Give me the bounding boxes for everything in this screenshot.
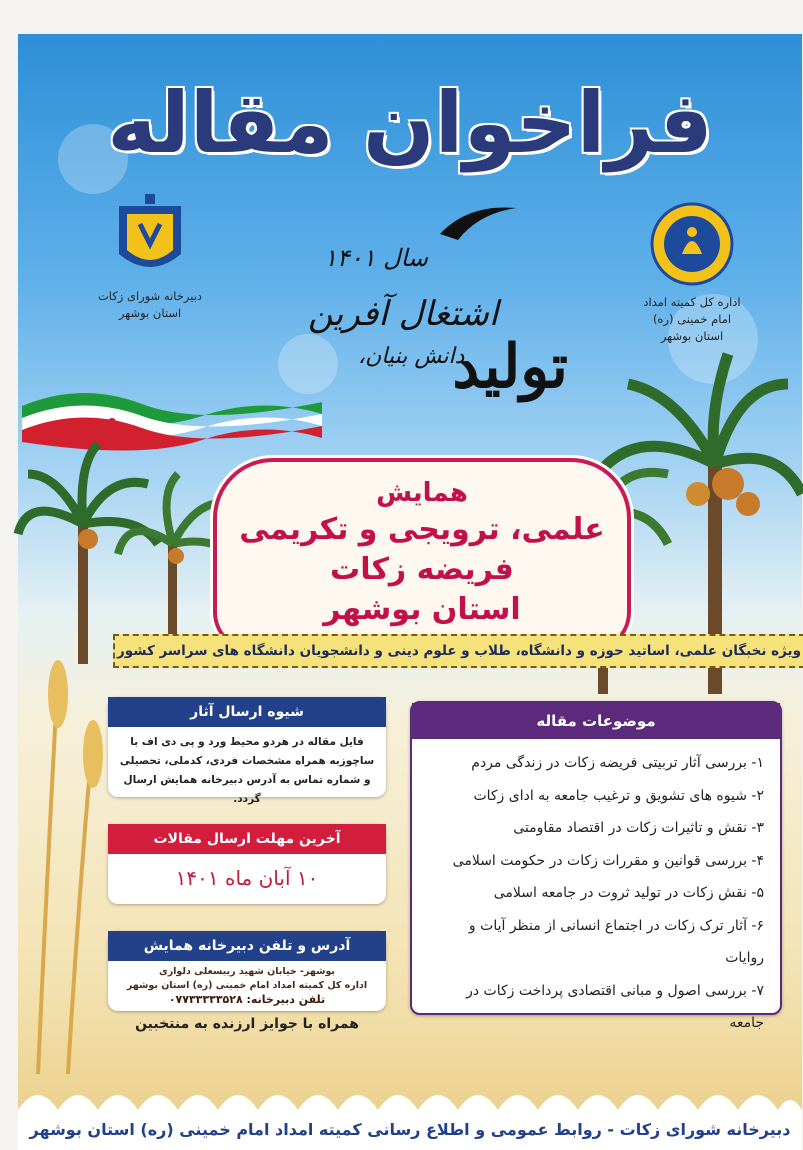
submission-method-box xyxy=(108,697,386,805)
topic-item: ۷- بررسی اصول و مبانی اقتصادی پرداخت زکات در جامعه xyxy=(466,982,764,1031)
audience-strip: ویژه نخبگان علمی، اساتید حوزه و دانشگاه، طلاب و علوم دینی و دانشجویان دانشگاه های سراسر کشور xyxy=(113,634,803,668)
footer-scallop xyxy=(18,1080,802,1110)
submission-method-header: شیوه ارسال آثار xyxy=(108,697,386,727)
slogan-year: سال ۱۴۰۱ xyxy=(323,244,428,272)
slogan-line-a: اشتغال آفرین xyxy=(308,294,499,334)
logo-right-line1: اداره کل کمیته امداد xyxy=(643,295,741,309)
topic-item: ۶- آثار ترک زکات در اجتماع انسانی از منظر آیات و روایات xyxy=(468,917,764,966)
year-slogan xyxy=(288,204,578,434)
zakat-council-logo xyxy=(80,194,220,322)
topics-box xyxy=(410,701,782,1031)
relief-emblem-icon xyxy=(650,202,734,286)
slogan-main: تولید xyxy=(452,332,568,402)
topic-item: ۳- نقش و تاثیرات زکات در اقتصاد مقاومتی xyxy=(513,820,764,836)
topic-item: ۵- نقش زکات در تولید ثروت در جامعه اسلامی xyxy=(493,885,764,901)
conference-line3: فریضه زکات xyxy=(330,552,514,587)
contact-address-line1: بوشهر- خیابان شهید رییسعلی دلواری xyxy=(159,966,335,977)
poster-title: فراخوان مقاله xyxy=(107,74,713,172)
topic-item: ۴- بررسی قوانین و مقررات زکات در حکومت اسلامی xyxy=(452,852,764,869)
topics-header: موضوعات مقاله xyxy=(412,703,780,739)
contact-address-line2: اداره کل کمیته امداد امام خمینی (ره) استان بوشهر xyxy=(126,980,368,991)
slogan-line-b: دانش بنیان، xyxy=(358,344,465,369)
deadline-box xyxy=(108,824,386,904)
wheat-left xyxy=(18,654,108,1074)
logo-left-line1: دبیرخانه شورای زکات xyxy=(97,289,203,303)
submission-method-body: فایل مقاله در هردو محیط ورد و پی دی اف با ساچوزبه همراه مشخصات فردی، کدملی، تحصیلی و شماره تماس به آدرس دبیرخانه همایش ارسال گردد. xyxy=(119,736,375,805)
contact-box xyxy=(108,931,386,1011)
topic-item: ۱- بررسی آثار تربیتی فریضه زکات در زندگی مردم xyxy=(471,755,764,771)
bird-swoosh-icon xyxy=(438,204,518,244)
conference-frame xyxy=(213,458,631,652)
poster xyxy=(18,34,802,1150)
logo-right-line2: امام خمینی (ره) استان بوشهر xyxy=(652,312,732,343)
conference-line1: همایش xyxy=(376,478,468,508)
deadline-header: آخرین مهلت ارسال مقالات xyxy=(108,824,386,854)
contact-phone: تلفن دبیرخانه: ۰۷۷۳۳۳۳۳۵۲۸ xyxy=(168,993,326,1006)
deadline-date: ۱۰ آبان ماه ۱۴۰۱ xyxy=(175,866,319,890)
relief-committee-logo xyxy=(642,202,742,345)
footer-credit: دبیرخانه شورای زکات - روابط عمومی و اطلاع رسانی کمیته امداد امام خمینی (ره) استان بوشهر xyxy=(18,1110,802,1150)
prize-note: همراه با جوایز ارزنده به منتخبین xyxy=(135,1016,359,1032)
conference-line4: استان بوشهر xyxy=(323,592,521,627)
topic-item: ۲- شیوه های تشویق و ترغیب جامعه به ادای زکات xyxy=(473,787,764,804)
zakat-shield-icon xyxy=(115,194,185,280)
conference-line2: علمی، ترویجی و تکریمی xyxy=(239,512,605,547)
contact-header: آدرس و تلفن دبیرخانه همایش xyxy=(108,931,386,961)
logo-left-line2: استان بوشهر xyxy=(118,306,182,320)
